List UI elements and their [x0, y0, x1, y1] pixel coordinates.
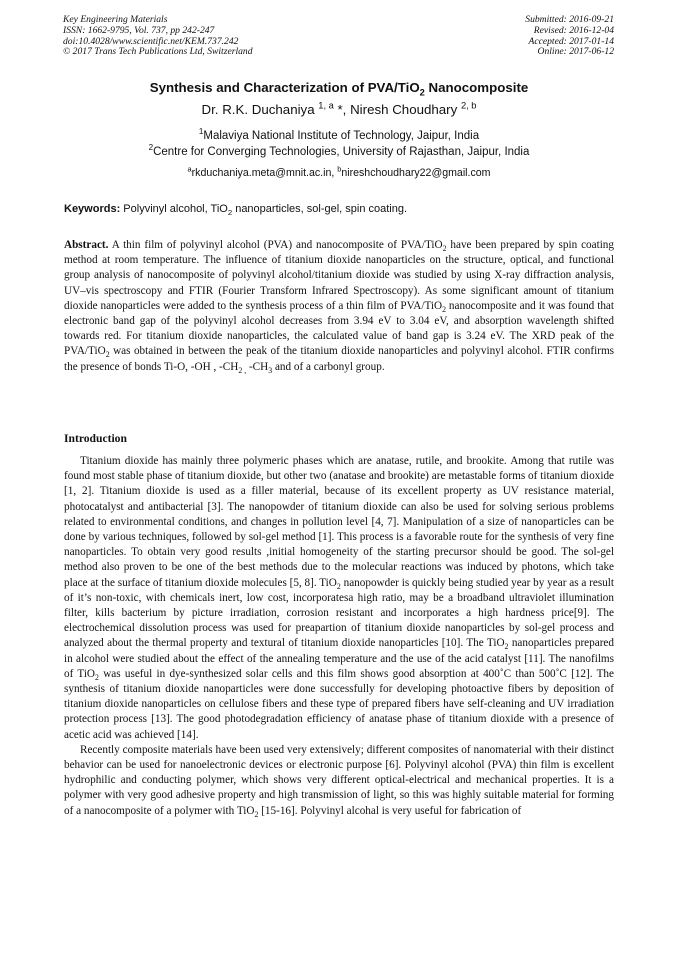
- introduction-body: [64, 454, 614, 819]
- intro-p2-text-a: Recently composite materials have been used very extensively; different composites of nanomaterial with their distinct behavior can be used for nanoelectronic devices or electronic purpose [6]. Polyvinyl alcohol (PVA) thin film is excellent hydrophilic and conducting polymer, which shows very different optical-electrical and mechanical properties. It is a polymer with very good adhesive property and high transmission of light, so this was highly suitable material for forming of a nanocomposite of a polymer with TiO: [64, 743, 614, 817]
- abstract-sub-ch3: 3: [268, 365, 273, 375]
- intro-p1-text-b: nanopowder is quickly being studied year by year as a result of it’s non-toxic, with chemicals inert, low cost, incorporatesa high ratio, may be a broadband ultraviolet illumination filter, kills bacterium by picture irradiation, corrosion resistant and incorporates a high hardness price[9]. The electrochemical dissolution process was used for preapartion of titanium dioxide nanoparticles by sol-gel process and analyzed about the thermal property and textural of titanium dioxide nanoparticles [10]. The TiO: [64, 576, 614, 650]
- intro-p2-sub: 2: [254, 809, 259, 819]
- submitted-date: Submitted: 2016-09-21: [525, 14, 614, 25]
- paper-title: [0, 80, 678, 98]
- affiliation-1-num: 1: [198, 127, 204, 137]
- author-2: Niresh Choudhary: [350, 102, 458, 117]
- email-a-mark: a: [187, 164, 192, 174]
- affiliation-2-num: 2: [148, 143, 154, 153]
- abstract-sub-2: 2: [442, 305, 446, 315]
- intro-paragraph-2: [64, 743, 614, 819]
- issn-info: ISSN: 1662-9795, Vol. 737, pp 242-247: [63, 24, 215, 36]
- abstract-sub-ch2: 2 ,: [238, 365, 247, 375]
- intro-p1-text-a: Titanium dioxide has mainly three polymeric phases which are anatase, rutile, and brookite. Among that rutile was found most stable phase of titanium dioxide, but other two (anatase and brookite) are metastable forms of titanium dioxide [1, 2]. Titanium dioxide is used as a filler material, because of its excellent property as UV resistance material, photocatalyst and antibacterial [3]. The nanopowder of titanium dioxide can also be used for solving serious problems related to environmental conditions, and changes in pollution level [4, 7]. Manipulation of a size of nanoparticles can be done by various techniques, followed by sol-gel method [1]. This process is a favorable route for the synthesis of very fine nanoparticles. To obtain very good results ,initial homogeneity of the starting precursor should be good. The sol-gel method also proven to be one of the best methods due to the molecular reactions was induced by photons, which take place at the surface of titanium dioxide molecules [5, 8]. TiO: [64, 455, 614, 589]
- online-date: Online: 2017-06-12: [537, 46, 614, 58]
- doi-link[interactable]: doi:10.4028/www.scientific.net/KEM.737.242: [63, 35, 239, 47]
- abstract-sub-3: 2: [105, 350, 110, 360]
- intro-p1-text-c: nanoparticles prepared in alcohol were studied about the effect of the annealing temperature and the use of the acid catalyst [11]. The nanofilms of TiO: [64, 637, 614, 680]
- abstract-text-3: nanocomposite and it was found that electronic band gap of the polyvinyl alcohol decreases from 3.94 eV to 3.04 eV, and absorption wavelength shifted towards red. For titanium dioxide nanoparticles, the calculated value of band gap is 3.24 eV. The XRD peak of the PVA/TiO: [64, 299, 614, 358]
- intro-p2-text-b: [15-16]. Polyvinyl alcohal is very useful for fabrication of: [258, 804, 522, 817]
- abstract-text-2: have been prepared by spin coating method at room temperature. The influence of titanium dioxide nanoparticles on the structure, optical, and functional group analysis of nanocomposite of polyvinyl alcohol/titanium dioxide was studied by using X-ray diffraction analysis, UV–vis spectroscopy and FTIR (Fourier Transform Infrared Spectroscopy). As some significant amount of titanium dioxide nanoparticles were added to the synthesis process of a thin film of PVA/TiO: [64, 239, 614, 312]
- corresponding-mark: *,: [333, 102, 351, 117]
- intro-paragraph-1: [64, 454, 614, 743]
- affiliation-1: [0, 127, 678, 142]
- keywords-text-1: Polyvinyl alcohol, TiO: [120, 203, 228, 215]
- keywords-sub: 2: [227, 208, 233, 218]
- abstract: [64, 238, 614, 375]
- author-1: Dr. R.K. Duchaniya: [201, 102, 315, 117]
- copyright-line: © 2017 Trans Tech Publications Ltd, Switzerland: [63, 46, 253, 58]
- abstract-text-1: A thin film of polyvinyl alcohol (PVA) and nanocomposite of PVA/TiO: [108, 239, 443, 251]
- revised-date: Revised: 2016-12-04: [533, 24, 614, 36]
- accepted-date: Accepted: 2017-01-14: [528, 35, 614, 47]
- affiliation-2-text: Centre for Converging Technologies, University of Rajasthan, Jaipur, India: [153, 146, 530, 158]
- affiliation-2: [0, 143, 678, 158]
- intro-p1-sub-3: 2: [95, 673, 99, 683]
- intro-p1-sub-2: 2: [504, 642, 509, 652]
- journal-header-right: [525, 15, 614, 58]
- journal-name: Key Engineering Materials: [63, 14, 168, 25]
- email-b[interactable]: nireshchoudhary22@gmail.com: [341, 167, 491, 179]
- intro-p1-text-d: was useful in dye-synthesized solar cells and this film shows good absorption at 400˚C than 500˚C [12]. The synthesis of titanium dioxide nanoparticles were done successfully for developing photoactive fibers by deposition of titanium dioxide nanoparticles on cellulose fibers and these type of prepared fibers have self-cleaning and UV irradiation protection process [13]. The good photodegradation efficiency of anatase phase of titanium dioxide with a presence of acetic acid was achieved [14].: [64, 667, 614, 741]
- email-line: [0, 164, 678, 179]
- intro-p1-sub-1: 2: [336, 581, 341, 591]
- abstract-text-6: and of a carbonyl group.: [272, 360, 385, 373]
- keywords-label: Keywords:: [64, 203, 121, 215]
- journal-header-left: [63, 15, 253, 58]
- author-line: [0, 102, 678, 117]
- keywords: [64, 203, 408, 218]
- email-a[interactable]: rkduchaniya.meta@mnit.ac.in,: [191, 167, 338, 179]
- title-suffix: Nanocomposite: [424, 80, 529, 95]
- affiliation-1-text: Malaviya National Institute of Technology, Jaipur, India: [203, 130, 480, 142]
- author-1-affiliation: 1, a: [318, 100, 334, 111]
- abstract-label: Abstract.: [64, 239, 109, 251]
- email-b-mark: b: [337, 164, 342, 174]
- title-sub: 2: [419, 87, 425, 98]
- author-2-affiliation: 2, b: [460, 100, 477, 111]
- abstract-text-4: was obtained in between the peak of the titanium dioxide nanoparticles and polyvinyl alcohol. FTIR confirms the presence of bonds Ti-O, -OH , -CH: [64, 345, 614, 373]
- abstract-sub-1: 2: [442, 244, 447, 254]
- title-prefix: Synthesis and Characterization of PVA/TiO: [149, 80, 420, 95]
- keywords-text-2: nanoparticles, sol-gel, spin coating.: [232, 203, 408, 215]
- abstract-text-5: -CH: [246, 360, 269, 373]
- section-heading-introduction: Introduction: [64, 432, 127, 445]
